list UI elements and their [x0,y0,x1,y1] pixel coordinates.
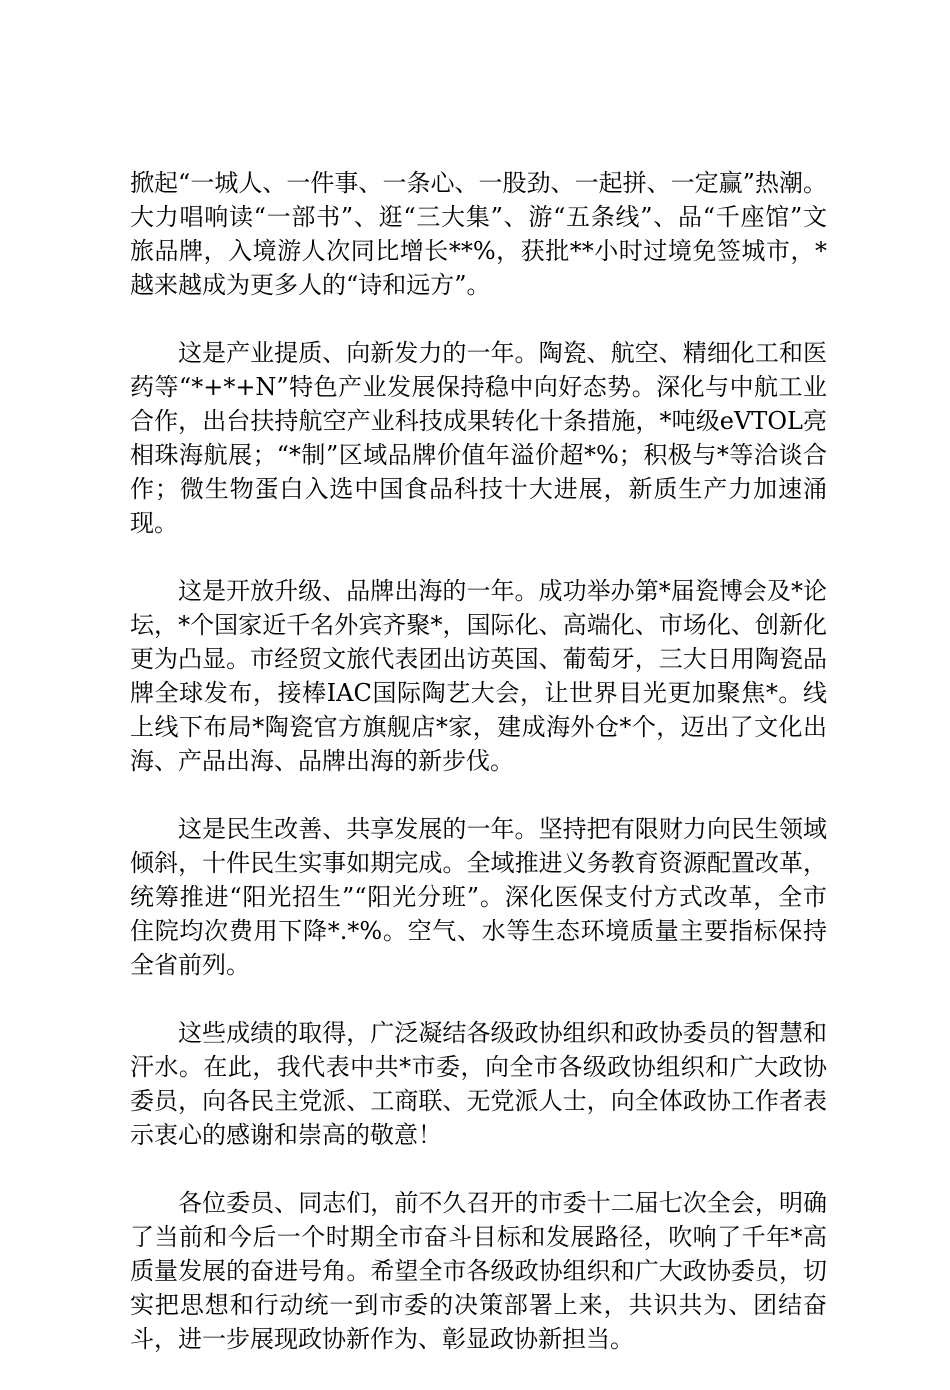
paragraph-livelihood: 这是民生改善、共享发展的一年。坚持把有限财力向民生领域倾斜，十件民生实事如期完成。全域推进义务教育资源配置改革，统筹推进“阳光招生”“阳光分班”。深化医保支付方式改革，全市住院均次费用下降*.*%。空气、水等生态环境质量主要指标保持全省前列。 [130,815,827,979]
paragraph-outlook: 各位委员、同志们，前不久召开的市委十二届七次全会，明确了当前和今后一个时期全市奋斗目标和发展路径，吹响了千年*高质量发展的奋进号角。希望全市各级政协组织和广大政协委员，切实把思想和行动统一到市委的决策部署上来，共识共为、团结奋斗，进一步展现政协新作为、彰显政协新担当。 [130,1189,827,1353]
document-body [130,166,827,1390]
paragraph-gratitude: 这些成绩的取得，广泛凝结各级政协组织和政协委员的智慧和汗水。在此，我代表中共*市委，向全市各级政协组织和广大政协委员，向各民主党派、工商联、无党派人士，向全体政协工作者表示衷心的感谢和崇高的敬意！ [130,1019,827,1149]
paragraph-continuation: 掀起“一城人、一件事、一条心、一股劲、一起拼、一定赢”热潮。大力唱响读“一部书”、逛“三大集”、游“五条线”、品“千座馆”文旅品牌，入境游人次同比增长**%，获批**小时过境免签城市，*越来越成为更多人的“诗和远方”。 [130,169,827,299]
paragraph-industry: 这是产业提质、向新发力的一年。陶瓷、航空、精细化工和医药等“*+*+N”特色产业发展保持稳中向好态势。深化与中航工业合作，出台扶持航空产业科技成果转化十条措施，*吨级eVTOL亮相珠海航展；“*制”区域品牌价值年溢价超*%；积极与*等洽谈合作；微生物蛋白入选中国食品科技十大进展，新质生产力加速涌现。 [130,339,827,537]
paragraph-opening-up: 这是开放升级、品牌出海的一年。成功举办第*届瓷博会及*论坛，*个国家近千名外宾齐聚*，国际化、高端化、市场化、创新化更为凸显。市经贸文旅代表团出访英国、葡萄牙，三大日用陶瓷品牌全球发布，接棒IAC国际陶艺大会，让世界目光更加聚焦*。线上线下布局*陶瓷官方旗舰店*家，建成海外仓*个，迈出了文化出海、产品出海、品牌出海的新步伐。 [130,577,827,775]
